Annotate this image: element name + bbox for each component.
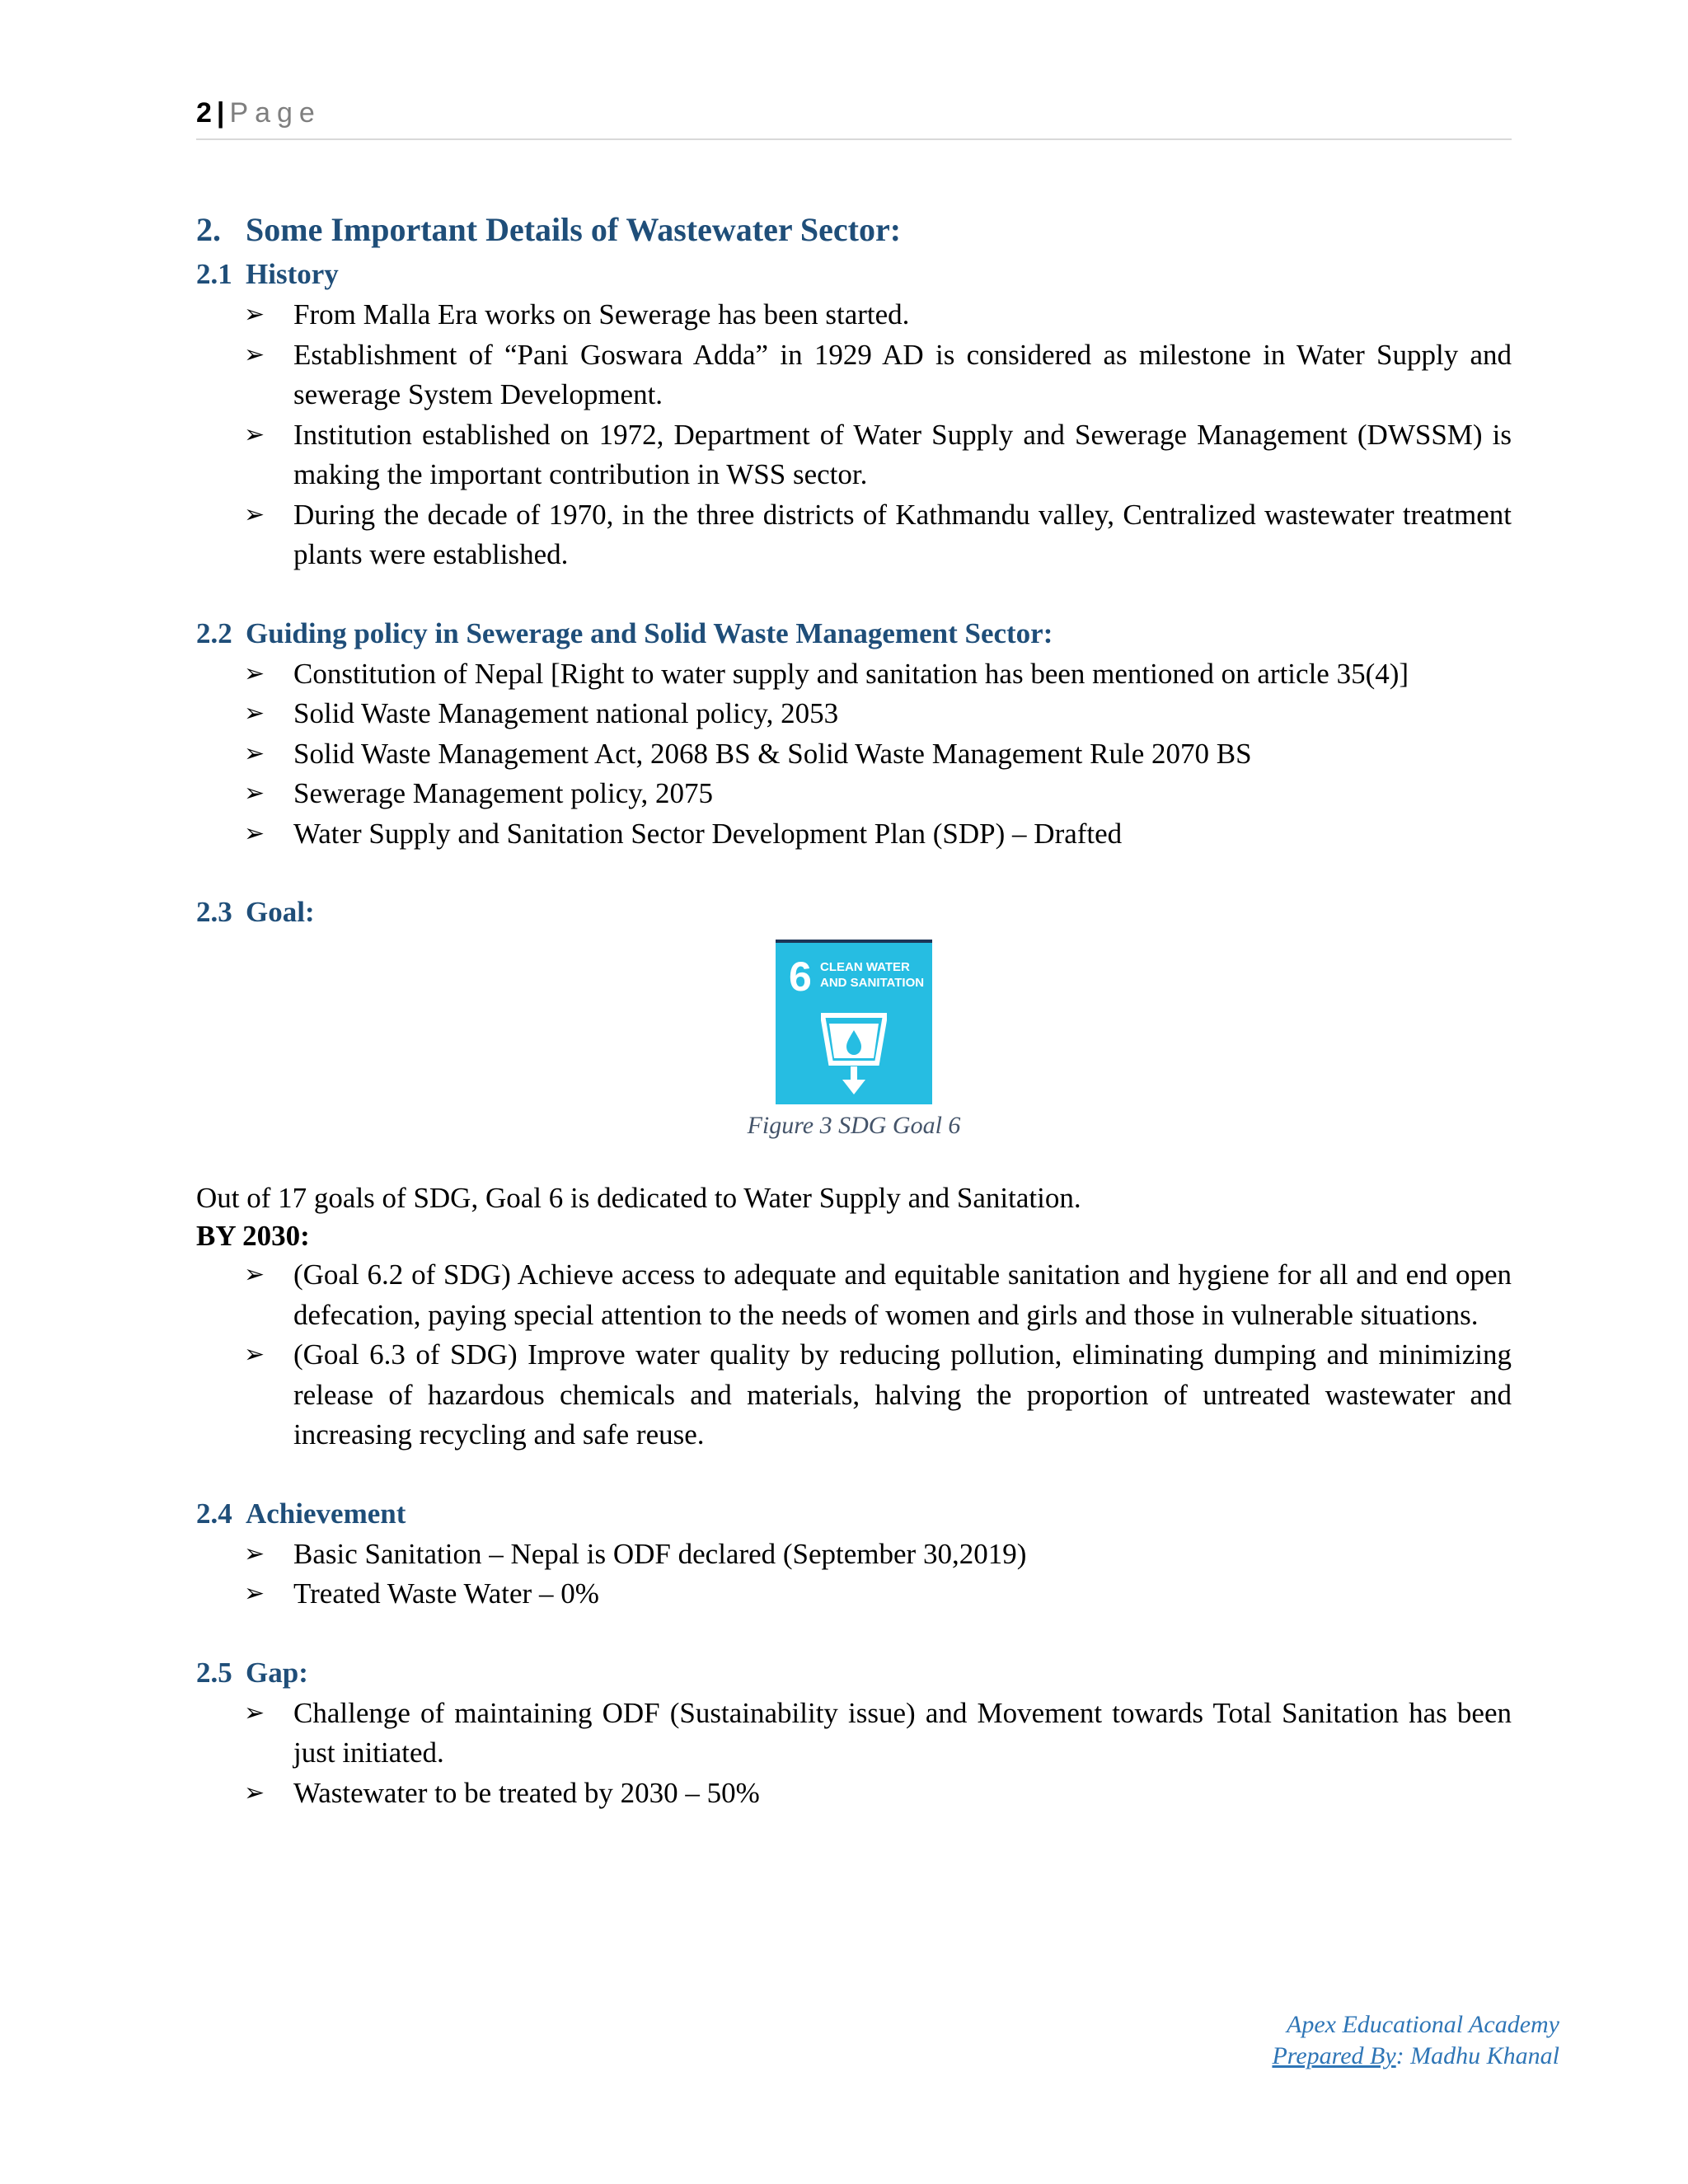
by-2030-label: BY 2030: — [196, 1220, 310, 1252]
subsection-title: Guiding policy in Sewerage and Solid Waste Management Sector: — [246, 616, 1053, 649]
subsection-title: Goal: — [246, 896, 315, 928]
subsection-heading-policy — [196, 613, 1512, 654]
subsection-title: Gap: — [246, 1656, 308, 1689]
section-title-text: Some Important Details of Wastewater Sector: — [246, 211, 902, 248]
subsection-number: 2.4 — [196, 1497, 232, 1530]
list-item: ➢ Institution established on 1972, Department of Water Supply and Sewerage Management (DWSSM) is making the important contribution in WSS sector. — [293, 415, 1512, 495]
subsection-number: 2.2 — [196, 616, 232, 649]
page-footer — [1272, 2009, 1559, 2072]
list-item: ➢ Water Supply and Sanitation Sector Development Plan (SDP) – Drafted — [293, 814, 1512, 855]
sdg-icon-label-line2: AND SANITATION — [820, 976, 925, 990]
list-item: ➢ Sewerage Management policy, 2075 — [293, 774, 1512, 814]
sdg-goal-6-icon — [776, 940, 932, 1104]
list-item: ➢ During the decade of 1970, in the three districts of Kathmandu valley, Centralized wastewater treatment plants were established. — [293, 495, 1512, 575]
subsection-number: 2.1 — [196, 258, 232, 290]
subsection-title: Achievement — [246, 1497, 406, 1530]
sdg-icon-number: 6 — [789, 954, 812, 1000]
sdg-icon-label — [820, 959, 927, 991]
subsection-title: History — [246, 258, 339, 290]
sdg-icon-label-line1: CLEAN WATER — [820, 960, 910, 974]
page-label: Page — [229, 97, 321, 129]
list-item: ➢ Wastewater to be treated by 2030 – 50% — [293, 1774, 1512, 1814]
page-separator: | — [216, 97, 225, 129]
water-glass-icon — [821, 1012, 887, 1098]
policy-list — [196, 654, 1512, 855]
list-item: ➢ Treated Waste Water – 0% — [293, 1574, 1512, 1615]
subsection-heading-goal — [196, 892, 1512, 933]
goal-intro: Out of 17 goals of SDG, Goal 6 is dedicated to Water Supply and Sanitation. — [196, 1182, 1081, 1214]
list-item: ➢ Solid Waste Management national policy, 2053 — [293, 694, 1512, 734]
footer-prepared-by — [1272, 2041, 1559, 2072]
history-list — [196, 295, 1512, 575]
subsection-number: 2.3 — [196, 896, 232, 928]
prepared-by-label: Prepared By — [1272, 2042, 1396, 2069]
list-item: ➢ (Goal 6.2 of SDG) Achieve access to adequate and equitable sanitation and hygiene for all and end open defecation, paying special attention to the needs of women and girls and those in vulnerable situations. — [293, 1255, 1512, 1335]
subsection-heading-achievement — [196, 1493, 1512, 1535]
goal-list — [196, 1255, 1512, 1455]
page-header — [196, 97, 1512, 140]
section-number: 2. — [196, 211, 221, 248]
list-item: ➢ Basic Sanitation – Nepal is ODF declared (September 30,2019) — [293, 1535, 1512, 1575]
footer-academy: Apex Educational Academy — [1287, 2011, 1559, 2038]
list-item: ➢ Establishment of “Pani Goswara Adda” in 1929 AD is considered as milestone in Water Supply and sewerage System Development. — [293, 335, 1512, 415]
achievement-list — [196, 1535, 1512, 1615]
list-item: ➢ Constitution of Nepal [Right to water supply and sanitation has been mentioned on article 35(4)] — [293, 654, 1512, 695]
list-item: ➢ Solid Waste Management Act, 2068 BS & Solid Waste Management Rule 2070 BS — [293, 734, 1512, 775]
sdg-figure — [196, 940, 1512, 1140]
subsection-heading-gap — [196, 1652, 1512, 1694]
list-item: ➢ From Malla Era works on Sewerage has been started. — [293, 295, 1512, 335]
list-item: ➢ Challenge of maintaining ODF (Sustainability issue) and Movement towards Total Sanitation has been just initiated. — [293, 1694, 1512, 1774]
page-number: 2 — [196, 97, 212, 129]
subsection-heading-history — [196, 254, 1512, 295]
section-title — [196, 206, 1512, 254]
gap-list — [196, 1694, 1512, 1814]
document-body — [196, 206, 1512, 1813]
figure-caption: Figure 3 SDG Goal 6 — [747, 1112, 961, 1139]
subsection-number: 2.5 — [196, 1656, 232, 1689]
prepared-by-name: : Madhu Khanal — [1395, 2042, 1559, 2069]
list-item: ➢ (Goal 6.3 of SDG) Improve water quality by reducing pollution, eliminating dumping and minimizing release of hazardous chemicals and materials, halving the proportion of untreated wastewater and increasing recycling and safe reuse. — [293, 1335, 1512, 1455]
